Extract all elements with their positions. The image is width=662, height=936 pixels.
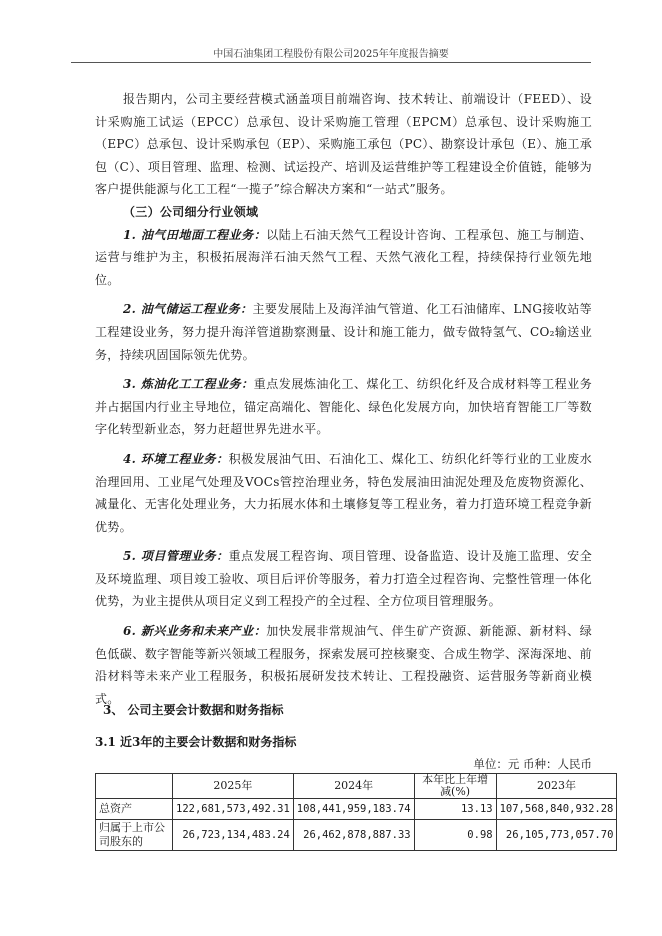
intro-paragraph: 报告期内，公司主要经营模式涵盖项目前端咨询、技术转让、前端设计（FEED）、设计采购施工试运（EPCC）总承包、设计采购施工管理（EPCM）总承包、设计采购施工（EPC）总承包、设计采购承包（EP）、采购施工承包（PC）、勘察设计承包（E）、施工承包（C）、项目管理、监理、检测、试运投产、培训及运营维护等工程建设全价值链，能够为客户提供能源与化工工程“一揽子”综合解决方案和“一站式”服务。 <box>95 92 592 197</box>
table-header-cell: 2023年 <box>496 774 617 799</box>
segment-item-lead: 3. 炼油化工工程业务： <box>123 377 254 392</box>
segment-item-lead: 5. 项目管理业务： <box>123 549 229 564</box>
section-3-heading: 3、 公司主要会计数据和财务指标 <box>103 703 284 717</box>
table-row <box>96 799 617 820</box>
segment-item-lead: 2. 油气储运工程业务： <box>123 302 253 317</box>
table-row <box>96 820 617 851</box>
table-cell: 107,568,840,932.28 <box>496 799 617 820</box>
table-header-cell: 本年比上年增减(%) <box>414 774 496 799</box>
segment-item-5 <box>95 545 592 613</box>
table-cell: 26,723,134,483.24 <box>173 820 294 851</box>
table-header-row <box>96 774 617 799</box>
segment-item-4 <box>95 448 592 538</box>
financial-table <box>95 773 617 851</box>
table-row-label: 总资产 <box>96 799 173 820</box>
segment-item-text: 加快发展非常规油气、伴生矿产资源、新能源、新材料、绿色低碳、数字智能等新兴领域工程服务，探索发展可控核聚变、合成生物学、深海深地、前沿材料等未来产业工程服务，积极拓展研发技术转让、工程投融资、运营服务等新商业模式。 <box>95 624 592 706</box>
segment-item-lead: 6. 新兴业务和未来产业： <box>123 624 267 639</box>
table-header-cell <box>96 774 173 799</box>
table-cell: 122,681,573,492.31 <box>173 799 294 820</box>
table-row-label-text: 归属于上市公司股东的 <box>99 821 165 848</box>
segment-item-text: 积极发展油气田、石油化工、煤化工、纺织化纤等行业的工业废水治理回用、工业尾气处理及VOCs管控治理业务，特色发展油田油泥处理及危废物资源化、减量化、无害化处理业务，大力拓展水体和土壤修复等工程业务，着力打造环境工程竞争新优势。 <box>95 451 592 534</box>
segment-item-text: 主要发展陆上及海洋油气管道、化工石油储库、LNG接收站等工程建设业务，努力提升海洋管道勘察测量、设计和施工能力，做专做特氢气、CO₂输送业务，持续巩固国际领先优势。 <box>95 302 592 362</box>
page-header-title: 中国石油集团工程股份有限公司2025年年度报告摘要 <box>213 49 449 60</box>
table-cell: 0.98 <box>414 820 496 851</box>
segment-item-6 <box>95 620 592 710</box>
table-cell: 108,441,959,183.74 <box>293 799 414 820</box>
report-body <box>95 88 592 717</box>
segment-item-text: 重点发展工程咨询、项目管理、设备监造、设计及施工监理、安全及环境监理、项目竣工验收、项目后评价等服务，着力打造全过程咨询、完整性管理一体化优势，为业主提供从项目定义到工程投产的全过程、全方位项目管理服务。 <box>95 549 592 609</box>
segment-item-1 <box>95 224 592 292</box>
segment-item-3 <box>95 373 592 441</box>
table-cell: 13.13 <box>414 799 496 820</box>
header-divider <box>71 62 591 63</box>
table-row-label <box>96 820 173 851</box>
segment-item-text: 以陆上石油天然气工程设计咨询、工程承包、施工与制造、运营与维护为主，积极拓展海洋石油天然气工程、天然气液化工程，持续保持行业领先地位。 <box>95 227 592 287</box>
segment-item-lead: 1. 油气田地面工程业务： <box>123 227 267 242</box>
table-cell: 26,462,878,887.33 <box>293 820 414 851</box>
section-3-1-heading: 3.1 近3年的主要会计数据和财务指标 <box>95 735 297 749</box>
table-header-cell: 2024年 <box>293 774 414 799</box>
segment-item-text: 重点发展炼油化工、煤化工、纺织化纤及合成材料等工程业务并占据国内行业主导地位，锚定高端化、智能化、绿色化发展方向，加快培育智能工厂等数字化转型新业态，努力赶超世界先进水平。 <box>95 377 593 437</box>
subheading-segments: （三）公司细分行业领域 <box>123 204 259 219</box>
segment-item-lead: 4. 环境工程业务： <box>123 451 229 466</box>
segment-item-2 <box>95 298 592 366</box>
table-header-cell: 2025年 <box>173 774 294 799</box>
table-cell: 26,105,773,057.70 <box>496 820 617 851</box>
unit-currency-line: 单位：元 币种：人民币 <box>473 757 592 771</box>
